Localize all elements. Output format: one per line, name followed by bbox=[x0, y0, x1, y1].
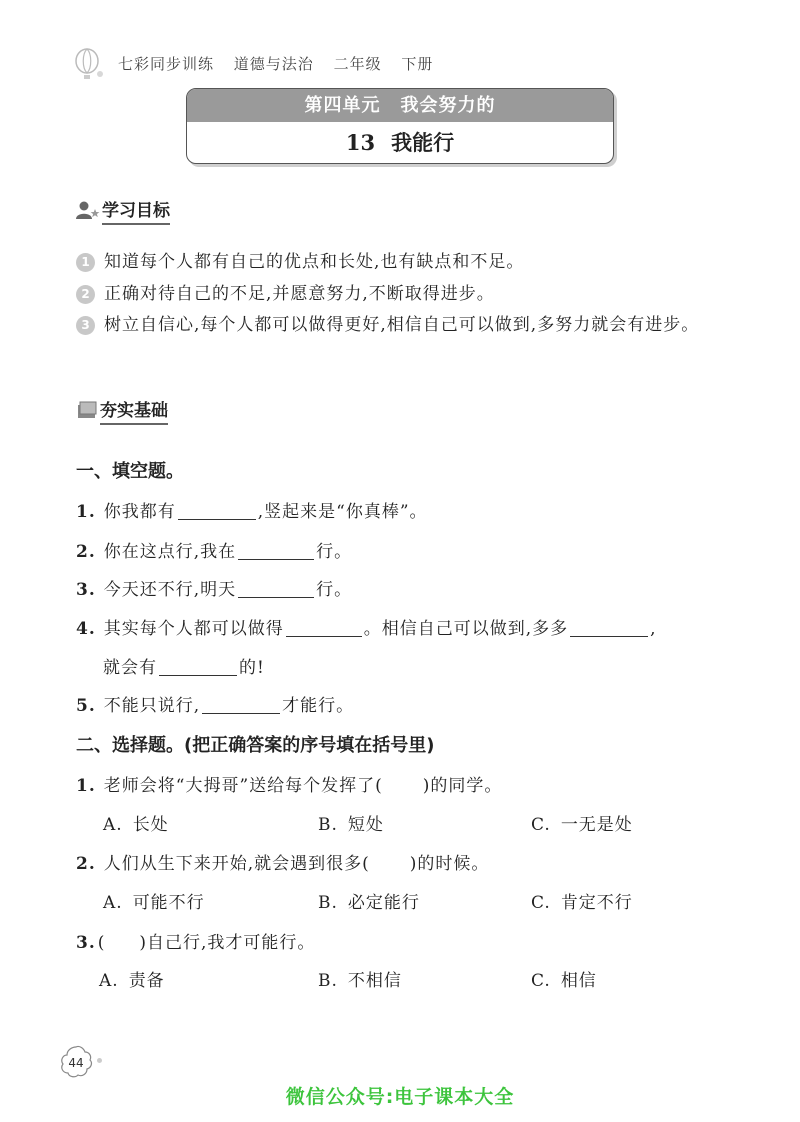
decor-dot bbox=[97, 1058, 102, 1063]
watermark: 微信公众号:电子课本大全 bbox=[285, 1086, 515, 1108]
choice-option[interactable]: B. 短处 bbox=[318, 815, 384, 835]
choice-question-1: 1. 老师会将“大拇哥”送给每个发挥了( )的同学。 bbox=[76, 776, 503, 796]
page-number: 44 bbox=[68, 1056, 84, 1070]
objective-text: 树立自信心,每个人都可以做得更好,相信自己可以做到,多努力就会有进步。 bbox=[104, 315, 700, 335]
choice-question-2: 2. 人们从生下来开始,就会遇到很多( )的时候。 bbox=[76, 854, 490, 874]
person-star-icon bbox=[76, 200, 100, 220]
unit-name: 我会努力的 bbox=[400, 95, 496, 116]
objective-text: 知道每个人都有自己的优点和长处,也有缺点和不足。 bbox=[104, 252, 525, 272]
choice-title: 二、选择题。(把正确答案的序号填在括号里) bbox=[76, 735, 435, 756]
answer-blank[interactable] bbox=[178, 501, 256, 520]
answer-blank[interactable] bbox=[286, 618, 362, 637]
folder-icon bbox=[76, 400, 98, 420]
question-number: 3. bbox=[76, 933, 96, 953]
unit-number: 第四单元 bbox=[304, 95, 381, 116]
choice-option[interactable]: B. 必定能行 bbox=[318, 893, 420, 913]
question-number: 3. bbox=[76, 580, 96, 600]
choice-option[interactable]: C. 相信 bbox=[531, 971, 597, 991]
running-header bbox=[118, 53, 447, 74]
fill-question-2: 2. 你在这点行,我在 行。 bbox=[76, 542, 353, 562]
objective-item bbox=[76, 279, 736, 309]
choice-option[interactable]: B. 不相信 bbox=[318, 971, 402, 991]
foundation-heading-label: 夯实基础 bbox=[100, 396, 168, 425]
answer-blank[interactable] bbox=[238, 541, 314, 560]
page-number-badge bbox=[58, 1044, 94, 1080]
choice-option[interactable]: A. 长处 bbox=[103, 815, 169, 835]
answer-blank[interactable] bbox=[238, 579, 314, 598]
unit-title bbox=[187, 89, 613, 122]
choice-option[interactable]: A. 可能不行 bbox=[103, 893, 205, 913]
choice-option[interactable]: A. 责备 bbox=[99, 971, 165, 991]
objective-item bbox=[76, 247, 736, 277]
objective-number: 2 bbox=[76, 285, 95, 304]
answer-blank[interactable] bbox=[159, 657, 237, 676]
question-number: 1. bbox=[76, 776, 96, 796]
lesson-title bbox=[187, 122, 613, 163]
lesson-number: 13 bbox=[345, 130, 376, 155]
title-box bbox=[186, 88, 614, 164]
fill-question-1: 1. 你我都有 ,竖起来是“你真棒”。 bbox=[76, 502, 428, 522]
question-number: 1. bbox=[76, 502, 96, 522]
lesson-name: 我能行 bbox=[391, 130, 455, 155]
header-series: 七彩同步训练 bbox=[118, 55, 215, 73]
objectives-heading-label: 学习目标 bbox=[102, 196, 170, 225]
fill-question-4-continued: 就会有 的! bbox=[103, 658, 265, 678]
balloon-logo-icon bbox=[72, 48, 106, 82]
question-number: 4. bbox=[76, 619, 96, 639]
header-volume: 下册 bbox=[401, 55, 434, 73]
objective-number: 3 bbox=[76, 316, 95, 335]
answer-blank[interactable] bbox=[202, 695, 280, 714]
objective-item bbox=[76, 310, 716, 340]
fill-question-5: 5. 不能只说行, 才能行。 bbox=[76, 696, 355, 716]
choice-option[interactable]: C. 肯定不行 bbox=[531, 893, 633, 913]
header-grade: 二年级 bbox=[333, 55, 382, 73]
objectives-heading bbox=[76, 196, 170, 225]
fill-question-3: 3. 今天还不行,明天 行。 bbox=[76, 580, 353, 600]
objective-text: 正确对待自己的不足,并愿意努力,不断取得进步。 bbox=[104, 284, 495, 304]
header-subject: 道德与法治 bbox=[233, 55, 314, 73]
question-number: 2. bbox=[76, 854, 96, 874]
question-number: 5. bbox=[76, 696, 96, 716]
fill-blank-title: 一、填空题。 bbox=[76, 461, 184, 482]
foundation-heading bbox=[76, 396, 168, 425]
fill-question-4: 4. 其实每个人都可以做得 。相信自己可以做到,多多 , bbox=[76, 619, 657, 639]
choice-question-3: 3. ( )自己行,我才可能行。 bbox=[76, 933, 316, 953]
answer-blank[interactable] bbox=[570, 618, 648, 637]
question-number: 2. bbox=[76, 542, 96, 562]
choice-option[interactable]: C. 一无是处 bbox=[531, 815, 633, 835]
objective-number: 1 bbox=[76, 253, 95, 272]
